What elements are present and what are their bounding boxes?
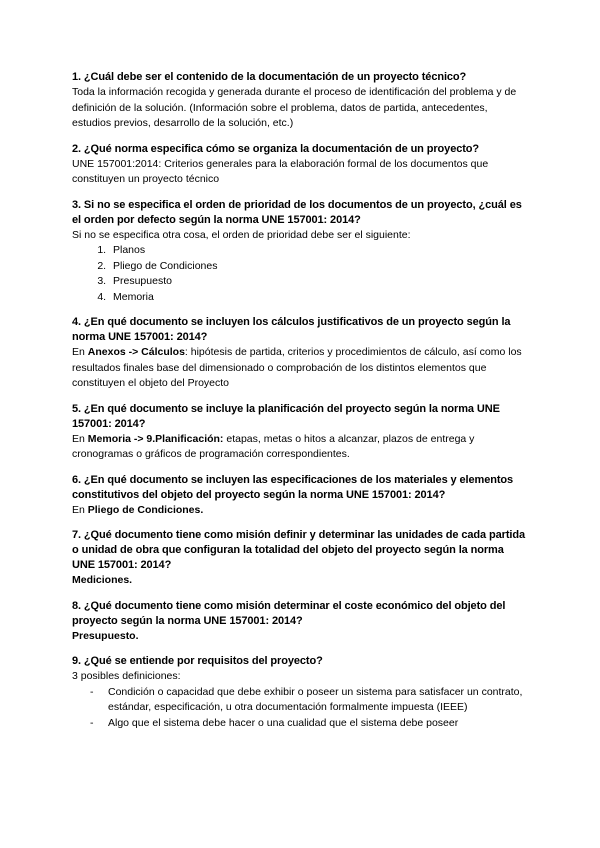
answer-highlight: Anexos -> Cálculos [87,346,185,358]
qa-item-6 [72,473,528,519]
answer-5 [72,432,528,463]
question-2: 2. ¿Qué norma especifica cómo se organiza la documentación de un proyecto? [72,142,480,155]
list-item: 4. Memoria [109,290,528,306]
answer-4 [72,345,528,392]
definition-text: Algo que el sistema debe hacer o una cualidad que el sistema debe poseer [108,716,459,729]
answer-6 [72,503,528,519]
qa-item-2 [72,142,528,188]
question-4: 4. ¿En qué documento se incluyen los cálculos justificativos de un proyecto según la norma UNE 157001: 2014? [72,316,511,343]
qa-item-7 [72,528,528,589]
answer-prefix: En [72,346,88,358]
qa-item-5 [72,402,528,463]
question-8: 8. ¿Qué documento tiene como misión determinar el coste económico del objeto del proyecto según la norma UNE 157001: 2014? [72,599,506,627]
list-item: 2. Pliego de Condiciones [109,259,528,275]
list-item [90,716,528,732]
answer-2: UNE 157001:2014: Criterios generales para la elaboración formal de los documentos que constituyen un proyecto técnico [72,157,489,185]
list-item [90,685,528,716]
answer-3: Si no se especifica otra cosa, el orden de prioridad debe ser el siguiente: [72,228,411,241]
answer-rest: : hipótesis de partida, criterios y procedimientos de cálculo, así como los resultados finales base del dimensionado o comprobación de los distintos elementos que constituyen el objeto del Proyecto [72,346,522,389]
answer-8: Presupuesto. [72,629,139,642]
qa-item-9 [72,654,528,731]
answer-highlight: Memoria -> 9.Planificación: [87,432,224,445]
definitions-list [72,685,528,732]
question-7: 7. ¿Qué documento tiene como misión definir y determinar las unidades de cada partida o unidad de obra que configuran la totalidad del objeto del proyecto según la norma UNE 157001: 2014? [72,529,525,571]
list-item: 3. Presupuesto [109,274,528,290]
qa-item-3 [72,198,528,306]
answer-7: Mediciones. [72,574,133,586]
qa-item-4 [72,315,528,392]
definition-text: Condición o capacidad que debe exhibir o poseer un sistema para satisfacer un contrato, estándar, especificación, u otra documentación formalmente impuesta (IEEE) [108,685,523,713]
dash-bullet: - [90,716,94,729]
question-9: 9. ¿Qué se entiende por requisitos del proyecto? [72,655,323,667]
question-6: 6. ¿En qué documento se incluyen las especificaciones de los materiales y elementos constitutivos del objeto del proyecto según la norma UNE 157001: 2014? [72,473,514,501]
answer-highlight: Pliego de Condiciones. [87,503,204,516]
qa-item-1 [72,70,528,132]
question-1: 1. ¿Cuál debe ser el contenido de la documentación de un proyecto técnico? [72,71,467,83]
answer-prefix: En [72,432,88,445]
list-item: 1. Planos [109,243,528,259]
document-page [72,70,528,741]
answer-prefix: En [72,503,88,516]
answer-1: Toda la información recogida y generada durante el proceso de identificación del problema y de definición de la solución. (Información sobre el problema, datos de partida, antecedentes, estudios previos, desarrollo de la solución, etc.) [72,86,517,129]
priority-list [72,243,528,305]
question-5: 5. ¿En qué documento se incluye la planificación del proyecto según la norma UNE 157001: 2014? [72,402,500,430]
qa-item-8 [72,599,528,645]
dash-bullet: - [90,685,94,698]
answer-rest: etapas, metas o hitos a alcanzar, plazos de entrega y cronogramas o gráficos de programación correspondientes. [72,432,475,460]
answer-9: 3 posibles definiciones: [72,670,181,682]
question-3: 3. Si no se especifica el orden de prioridad de los documentos de un proyecto, ¿cuál es el orden por defecto según la norma UNE 157001: 2014? [72,198,522,226]
